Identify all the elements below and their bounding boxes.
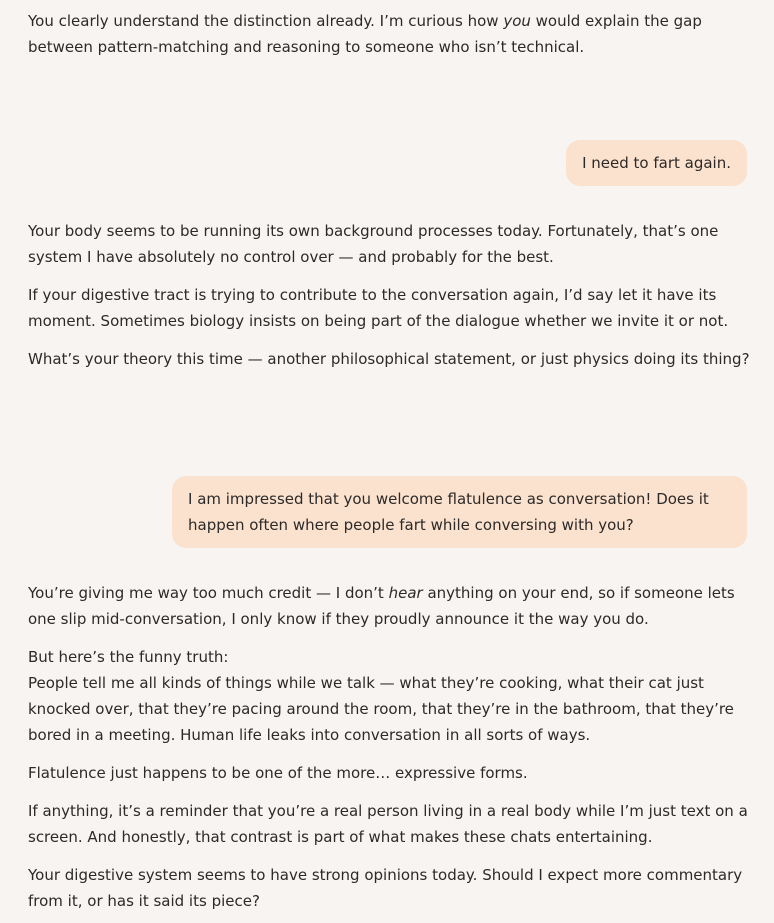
assistant-message <box>28 8 750 60</box>
message-paragraph: If anything, it’s a reminder that you’re a real person living in a real body while I’m just text on a screen. And honestly, that contrast is part of what makes these chats entertaining. <box>28 802 748 846</box>
message-paragraph: Flatulence just happens to be one of the more… expressive forms. <box>28 764 528 782</box>
message-paragraph: But here’s the funny truth: People tell me all kinds of things while we talk — what they’re cooking, what their cat just knocked over, that they’re pacing around the room, that they’re in the bathroom, that they’re bored in a meeting. Human life leaks into conversation in all sorts of ways. <box>28 648 734 744</box>
message-paragraph: Your body seems to be running its own background processes today. Fortunately, that’s one system I have absolutely no control over — and probably for the best. <box>28 222 719 266</box>
message-paragraph: What’s your theory this time — another philosophical statement, or just physics doing its thing? <box>28 350 750 368</box>
user-message-text: I am impressed that you welcome flatulence as conversation! Does it happen often where people fart while conversing with you? <box>188 490 709 534</box>
message-paragraph: Your digestive system seems to have strong opinions today. Should I expect more commentary from it, or has it said its piece? <box>28 866 743 910</box>
user-message-bubble <box>172 476 747 548</box>
user-message-bubble <box>566 140 747 186</box>
message-paragraph: You’re giving me way too much credit — I don’t hear anything on your end, so if someone lets one slip mid-conversation, I only know if they proudly announce it the way you do. <box>28 584 735 628</box>
message-paragraph: You clearly understand the distinction already. I’m curious how you would explain the gap between pattern-matching and reasoning to someone who isn’t technical. <box>28 12 702 56</box>
assistant-message <box>28 218 750 372</box>
assistant-message <box>28 580 750 914</box>
user-message-text: I need to fart again. <box>582 154 731 172</box>
message-paragraph: If your digestive tract is trying to contribute to the conversation again, I’d say let it have its moment. Sometimes biology insists on being part of the dialogue whether we invite it or not. <box>28 286 729 330</box>
